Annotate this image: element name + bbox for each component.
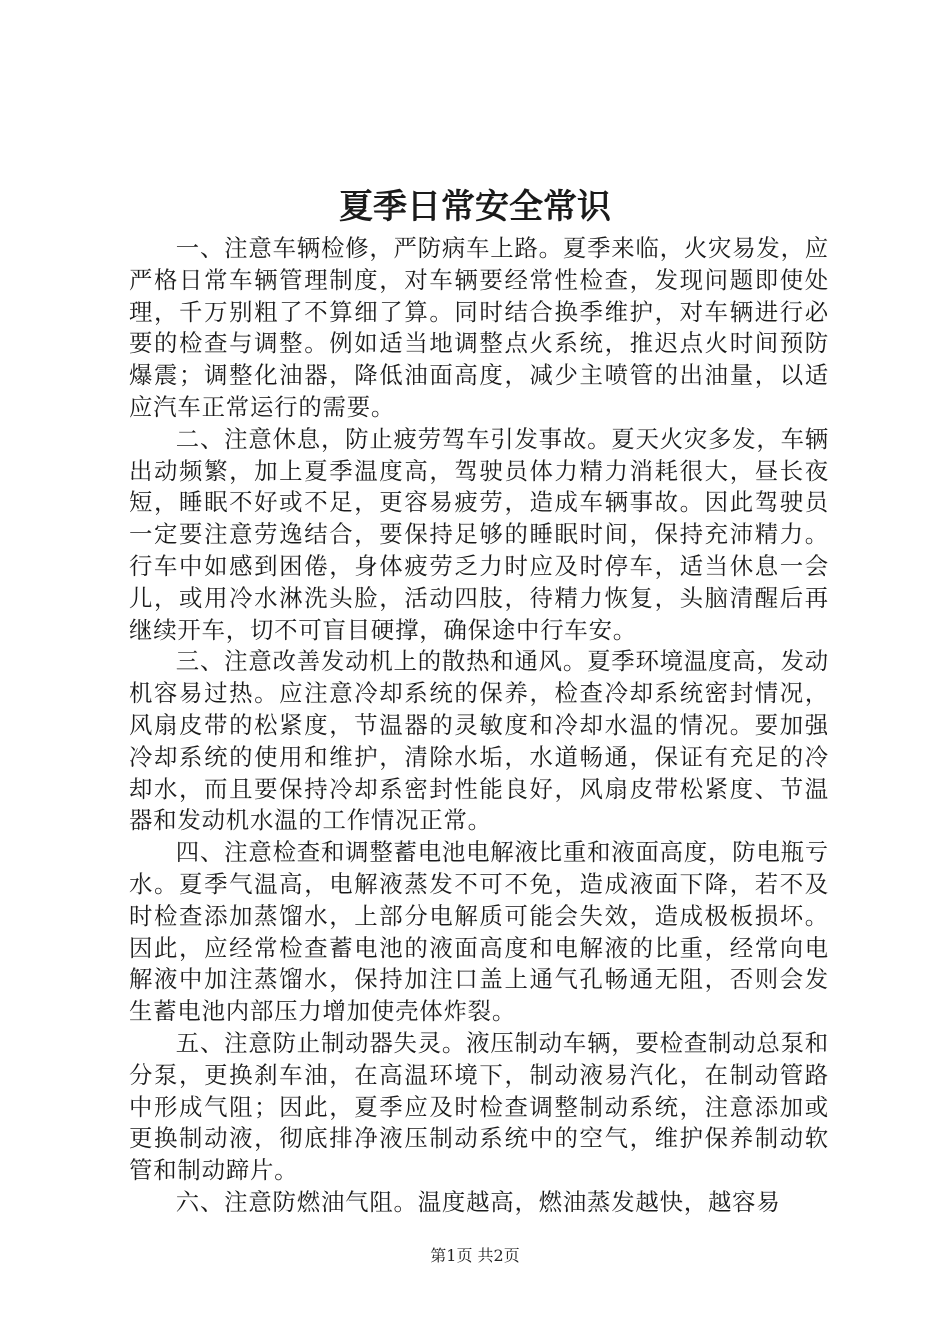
page-footer: 第1页 共2页 <box>430 1246 520 1265</box>
paragraph-6: 六、注意防燃油气阻。温度越高，燃油蒸发越快，越容易 <box>175 1187 781 1216</box>
paragraph-3: 三、注意改善发动机上的散热和通风。夏季环境温度高，发动机容易过热。应注意冷却系统的保养，检查冷却系统密封情况，风扇皮带的松紧度，节温器的灵敏度和冷却水温的情况。要加强冷却系统的使用和维护，清除水垢，水道畅通，保证有充足的冷却水，而且要保持冷却系密封性能良好，风扇皮带松紧度、节温器和发动机水温的工作情况正常。 <box>129 647 829 835</box>
document-title: 夏季日常安全常识 <box>339 187 611 227</box>
paragraph-4: 四、注意检查和调整蓄电池电解液比重和液面高度，防电瓶亏水。夏季气温高，电解液蒸发不可不免，造成液面下降，若不及时检查添加蒸馏水，上部分电解质可能会失效，造成极板损坏。因此，应经常检查蓄电池的液面高度和电解液的比重，经常向电解液中加注蒸馏水，保持加注口盖上通气孔畅通无阻，否则会发生蓄电池内部压力增加使壳体炸裂。 <box>129 838 829 1026</box>
paragraph-5: 五、注意防止制动器失灵。液压制动车辆，要检查制动总泵和分泵，更换刹车油，在高温环境下，制动液易汽化，在制动管路中形成气阻；因此，夏季应及时检查调整制动系统，注意添加或更换制动液，彻底排净液压制动系统中的空气，维护保养制动软管和制动蹄片。 <box>129 1028 829 1185</box>
document-body <box>129 233 829 1219</box>
paragraph-2: 二、注意休息，防止疲劳驾车引发事故。夏天火灾多发，车辆出动频繁，加上夏季温度高，驾驶员体力精力消耗很大，昼长夜短，睡眠不好或不足，更容易疲劳，造成车辆事故。因此驾驶员一定要注意劳逸结合，要保持足够的睡眠时间，保持充沛精力。行车中如感到困倦，身体疲劳乏力时应及时停车，适当休息一会儿，或用冷水淋洗头脸，活动四肢，待精力恢复，头脑清醒后再继续开车，切不可盲目硬撑，确保途中行车安。 <box>129 424 829 644</box>
paragraph-1: 一、注意车辆检修，严防病车上路。夏季来临，火灾易发，应严格日常车辆管理制度，对车辆要经常性检查，发现问题即使处理，千万别粗了不算细了算。同时结合换季维护，对车辆进行必要的检查与调整。例如适当地调整点火系统，推迟点火时间预防爆震；调整化油器，降低油面高度，减少主喷管的出油量，以适应汽车正常运行的需要。 <box>129 234 829 421</box>
